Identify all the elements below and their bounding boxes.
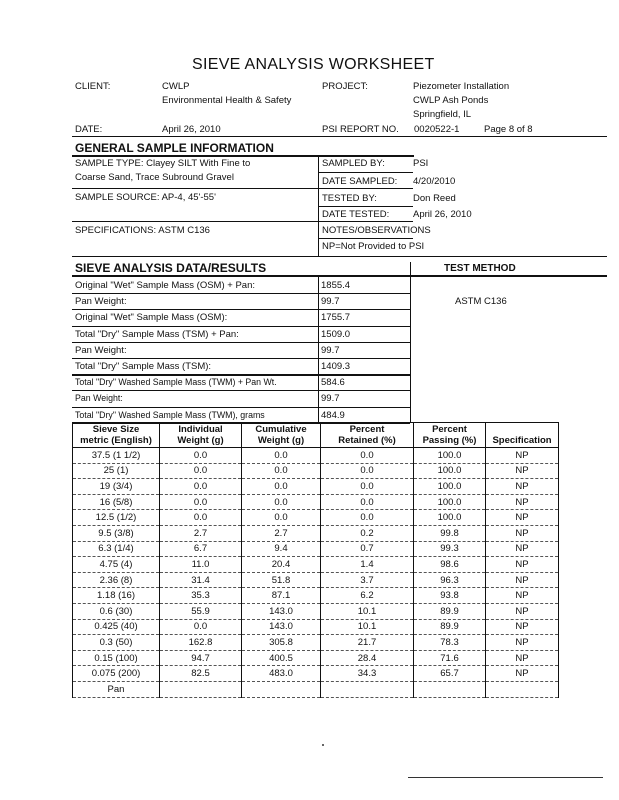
- divider: [318, 238, 413, 239]
- test-method-heading: TEST METHOD: [444, 263, 516, 274]
- date-sampled-label: DATE SAMPLED:: [322, 176, 398, 187]
- table-cell: NP: [486, 541, 559, 557]
- table-cell: 4.75 (4): [73, 557, 160, 573]
- table-cell: 0.0: [242, 494, 321, 510]
- results-value: 99.7: [321, 344, 340, 356]
- table-cell: 0.0: [321, 510, 414, 526]
- speck: [322, 744, 324, 746]
- table-cell: 93.8: [414, 588, 486, 604]
- table-cell: [160, 681, 242, 697]
- table-cell: 89.9: [414, 619, 486, 635]
- results-label: Original "Wet" Sample Mass (OSM) + Pan:: [75, 280, 255, 291]
- table-cell: 305.8: [242, 635, 321, 651]
- results-row-rule: [72, 326, 410, 327]
- table-cell: 0.0: [160, 619, 242, 635]
- tested-by-value: Don Reed: [413, 193, 456, 204]
- notes-label: NOTES/OBSERVATIONS: [322, 225, 431, 236]
- table-cell: 0.0: [160, 510, 242, 526]
- report-value: 0020522-1: [414, 124, 460, 135]
- col-individual-weight: Individual Weight (g): [160, 423, 242, 448]
- table-cell: 0.0: [242, 463, 321, 479]
- general-heading: GENERAL SAMPLE INFORMATION: [75, 141, 274, 155]
- table-cell: 0.6 (30): [73, 603, 160, 619]
- table-cell: 12.5 (1/2): [73, 510, 160, 526]
- table-cell: [242, 681, 321, 697]
- table-row: [73, 525, 559, 541]
- sieve-table-body: [73, 448, 559, 698]
- table-cell: 11.0: [160, 557, 242, 573]
- project-line: Springfield, IL: [413, 109, 472, 120]
- table-row: [73, 448, 559, 464]
- table-row: [73, 494, 559, 510]
- divider: [72, 188, 318, 189]
- table-row: [73, 572, 559, 588]
- table-cell: NP: [486, 463, 559, 479]
- results-row-rule: [72, 390, 410, 391]
- results-label: Total "Dry" Washed Sample Mass (TWM) + Pan Wt.: [75, 377, 277, 388]
- table-cell: 51.8: [242, 572, 321, 588]
- table-cell: 400.5: [242, 650, 321, 666]
- results-row-rule: [72, 293, 410, 294]
- table-cell: 71.6: [414, 650, 486, 666]
- test-method-value: ASTM C136: [455, 296, 507, 307]
- table-cell: [321, 681, 414, 697]
- results-value-divider: [318, 277, 319, 422]
- table-cell: 6.2: [321, 588, 414, 604]
- signature-line: [408, 777, 603, 778]
- table-row: [73, 463, 559, 479]
- table-cell: 143.0: [242, 619, 321, 635]
- table-cell: 65.7: [414, 666, 486, 682]
- results-label: Total "Dry" Sample Mass (TSM):: [75, 361, 212, 372]
- table-cell: 35.3: [160, 588, 242, 604]
- table-cell: 19 (3/4): [73, 479, 160, 495]
- table-cell: 1.4: [321, 557, 414, 573]
- table-cell: 100.0: [414, 448, 486, 464]
- project-line: CWLP Ash Ponds: [413, 95, 489, 106]
- date-sampled-value: 4/20/2010: [413, 176, 456, 187]
- table-cell: 9.4: [242, 541, 321, 557]
- table-row: [73, 541, 559, 557]
- table-cell: 143.0: [242, 603, 321, 619]
- client-label: CLIENT:: [75, 81, 111, 92]
- table-cell: 6.7: [160, 541, 242, 557]
- table-cell: 21.7: [321, 635, 414, 651]
- results-value: 1855.4: [321, 280, 351, 291]
- table-cell: 55.9: [160, 603, 242, 619]
- table-cell: NP: [486, 479, 559, 495]
- col-cumulative-weight: Cumulative Weight (g): [242, 423, 321, 448]
- table-row: [73, 603, 559, 619]
- results-row-rule: [72, 342, 410, 343]
- results-label: Pan Weight:: [75, 344, 127, 356]
- table-cell: Pan: [73, 681, 160, 697]
- table-cell: 20.4: [242, 557, 321, 573]
- table-cell: 28.4: [321, 650, 414, 666]
- sampled-by-label: SAMPLED BY:: [322, 158, 385, 169]
- col-percent-retained: Percent Retained (%): [321, 423, 414, 448]
- table-cell: 0.0: [242, 510, 321, 526]
- table-cell: [486, 681, 559, 697]
- table-cell: 99.8: [414, 525, 486, 541]
- sieve-table-header: [73, 423, 559, 448]
- table-cell: 10.1: [321, 603, 414, 619]
- table-cell: 100.0: [414, 479, 486, 495]
- sampled-by-value: PSI: [413, 158, 429, 169]
- table-cell: 483.0: [242, 666, 321, 682]
- divider: [318, 172, 413, 173]
- table-cell: 6.3 (1/4): [73, 541, 160, 557]
- table-cell: 87.1: [242, 588, 321, 604]
- col-percent-passing: Percent Passing (%): [414, 423, 486, 448]
- table-row: [73, 479, 559, 495]
- table-cell: 98.6: [414, 557, 486, 573]
- col-specification: Specification: [486, 423, 559, 448]
- date-tested-value: April 26, 2010: [413, 209, 472, 220]
- divider: [72, 221, 318, 222]
- table-cell: 0.0: [160, 448, 242, 464]
- divider: [318, 221, 413, 222]
- results-value: 484.9: [321, 409, 345, 421]
- report-label: PSI REPORT NO.: [322, 124, 399, 135]
- client-line: Environmental Health & Safety: [162, 95, 292, 106]
- table-cell: 162.8: [160, 635, 242, 651]
- divider: [318, 206, 413, 207]
- tested-by-label: TESTED BY:: [322, 193, 377, 204]
- table-cell: 0.0: [242, 479, 321, 495]
- table-cell: 0.15 (100): [73, 650, 160, 666]
- results-value: 584.6: [321, 377, 345, 389]
- results-value: 1755.7: [321, 312, 351, 324]
- table-cell: NP: [486, 525, 559, 541]
- table-cell: 34.3: [321, 666, 414, 682]
- table-cell: 94.7: [160, 650, 242, 666]
- table-cell: 89.9: [414, 603, 486, 619]
- page-title: SIEVE ANALYSIS WORKSHEET: [192, 56, 435, 73]
- table-cell: 0.0: [160, 479, 242, 495]
- table-cell: 9.5 (3/8): [73, 525, 160, 541]
- table-cell: 0.2: [321, 525, 414, 541]
- table-cell: NP: [486, 557, 559, 573]
- col-sieve-size: Sieve Size metric (English): [73, 423, 160, 448]
- table-cell: 100.0: [414, 494, 486, 510]
- table-cell: 0.0: [242, 448, 321, 464]
- results-label: Pan Weight:: [75, 393, 123, 404]
- table-cell: 2.7: [160, 525, 242, 541]
- results-value: 1509.0: [321, 328, 351, 340]
- sample-source: SAMPLE SOURCE: AP-4, 45'-55': [75, 192, 216, 203]
- table-cell: NP: [486, 603, 559, 619]
- table-cell: 31.4: [160, 572, 242, 588]
- table-cell: 37.5 (1 1/2): [73, 448, 160, 464]
- divider: [318, 188, 413, 189]
- results-row-rule: [72, 309, 410, 310]
- table-cell: 82.5: [160, 666, 242, 682]
- results-label: Total "Dry" Washed Sample Mass (TWM), grams: [75, 409, 265, 420]
- table-cell: 10.1: [321, 619, 414, 635]
- results-row-rule: [72, 407, 410, 408]
- table-row: [73, 619, 559, 635]
- general-heading-rule: [72, 155, 414, 157]
- results-row-rule: [72, 358, 410, 359]
- results-heading: SIEVE ANALYSIS DATA/RESULTS: [75, 261, 267, 275]
- table-cell: 3.7: [321, 572, 414, 588]
- results-value: 99.7: [321, 393, 340, 405]
- project-label: PROJECT:: [322, 81, 368, 92]
- table-cell: 0.075 (200): [73, 666, 160, 682]
- general-bottom-rule: [72, 256, 607, 257]
- table-cell: 0.425 (40): [73, 619, 160, 635]
- table-cell: NP: [486, 572, 559, 588]
- results-label: Pan Weight:: [75, 296, 127, 308]
- page-number: Page 8 of 8: [484, 124, 533, 135]
- table-cell: NP: [486, 588, 559, 604]
- table-cell: NP: [486, 510, 559, 526]
- results-label: Original "Wet" Sample Mass (OSM):: [75, 312, 228, 324]
- sample-type: SAMPLE TYPE: Clayey SILT With Fine to: [75, 158, 251, 169]
- test-method-divider: [410, 262, 411, 422]
- table-cell: 0.0: [321, 494, 414, 510]
- date-value: April 26, 2010: [162, 124, 221, 135]
- table-cell: 100.0: [414, 463, 486, 479]
- client-line: CWLP: [162, 81, 190, 92]
- header-rule: [72, 136, 607, 137]
- table-row: [73, 510, 559, 526]
- table-cell: 2.7: [242, 525, 321, 541]
- results-value: 1409.3: [321, 361, 351, 372]
- table-row: [73, 666, 559, 682]
- table-cell: 2.36 (8): [73, 572, 160, 588]
- notes-value: NP=Not Provided to PSI: [322, 241, 425, 252]
- table-cell: 0.0: [321, 448, 414, 464]
- results-heading-rule: [72, 275, 607, 277]
- results-row-rule: [72, 374, 410, 376]
- table-cell: 0.7: [321, 541, 414, 557]
- table-cell: 25 (1): [73, 463, 160, 479]
- project-line: Piezometer Installation: [413, 81, 510, 92]
- table-row: [73, 557, 559, 573]
- table-cell: 78.3: [414, 635, 486, 651]
- table-row: [73, 635, 559, 651]
- table-cell: 0.0: [321, 463, 414, 479]
- date-label: DATE:: [75, 124, 103, 135]
- table-cell: NP: [486, 448, 559, 464]
- table-cell: 99.3: [414, 541, 486, 557]
- table-row: [73, 681, 559, 697]
- table-cell: NP: [486, 635, 559, 651]
- table-cell: 0.0: [160, 494, 242, 510]
- table-cell: 96.3: [414, 572, 486, 588]
- results-value: 99.7: [321, 296, 340, 308]
- results-label: Total "Dry" Sample Mass (TSM) + Pan:: [75, 328, 239, 340]
- sample-type-cont: Coarse Sand, Trace Subround Gravel: [75, 172, 234, 183]
- date-tested-label: DATE TESTED:: [322, 209, 390, 220]
- table-row: [73, 650, 559, 666]
- table-cell: NP: [486, 666, 559, 682]
- sieve-table: [72, 422, 559, 698]
- table-cell: 0.0: [321, 479, 414, 495]
- table-cell: 1.18 (16): [73, 588, 160, 604]
- table-cell: 0.3 (50): [73, 635, 160, 651]
- table-cell: NP: [486, 494, 559, 510]
- table-cell: NP: [486, 650, 559, 666]
- table-cell: NP: [486, 619, 559, 635]
- table-row: [73, 588, 559, 604]
- table-cell: [414, 681, 486, 697]
- table-cell: 16 (5/8): [73, 494, 160, 510]
- table-cell: 0.0: [160, 463, 242, 479]
- table-cell: 100.0: [414, 510, 486, 526]
- specifications: SPECIFICATIONS: ASTM C136: [75, 225, 210, 236]
